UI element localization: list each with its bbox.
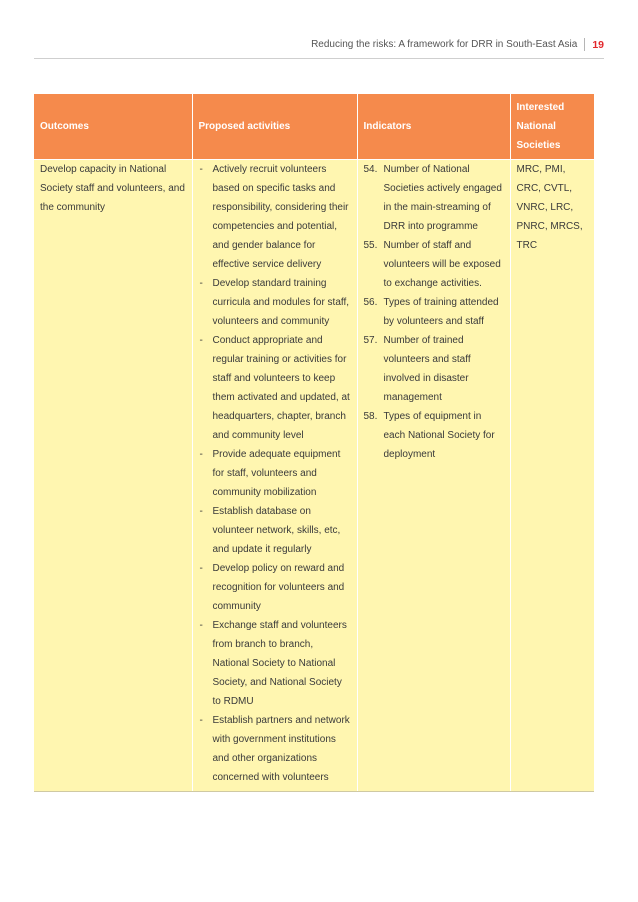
indicator-number: 56. xyxy=(363,297,378,308)
indicator-item xyxy=(364,331,504,407)
column-header-activities: Proposed activities xyxy=(192,94,357,160)
column-header-indicators: Indicators xyxy=(357,94,510,160)
activity-item: - Exchange staff and volunteers from branch to branch, National Society to National Society, and National Society to RDMU xyxy=(199,616,351,711)
activity-item: - Develop standard training curricula and modules for staff, volunteers and community xyxy=(199,274,351,331)
indicator-text: Number of National Societies actively engaged in the main-streaming of DRR into programme xyxy=(383,164,502,232)
indicator-item xyxy=(364,407,504,464)
activities-cell xyxy=(192,160,357,792)
indicator-item xyxy=(364,293,504,331)
header-rule xyxy=(34,58,604,59)
indicator-text: Types of equipment in each National Society for deployment xyxy=(383,411,495,460)
societies-text: MRC, PMI, CRC, CVTL, VNRC, LRC, PNRC, MRCS, TRC xyxy=(516,164,583,251)
indicator-text: Types of training attended by volunteers and staff xyxy=(383,297,499,327)
activity-item: - Conduct appropriate and regular training or activities for staff and volunteers to keep them activated and updated, at headquarters, chapter, branch and community level xyxy=(199,331,351,445)
framework-table xyxy=(34,94,594,792)
societies-cell xyxy=(510,160,594,792)
indicator-item xyxy=(364,236,504,293)
column-header-outcomes: Outcomes xyxy=(34,94,192,160)
indicator-number: 57. xyxy=(363,335,378,346)
activity-item: - Actively recruit volunteers based on specific tasks and responsibility, considering their competencies and potential, and gender balance for effective service delivery xyxy=(199,160,351,274)
outcome-text: Develop capacity in National Society staff and volunteers, and the community xyxy=(40,164,185,213)
page-number: 19 xyxy=(592,38,604,51)
running-header-title: Reducing the risks: A framework for DRR in South-East Asia xyxy=(311,39,578,50)
outcome-cell xyxy=(34,160,192,792)
framework-table-wrapper xyxy=(34,94,594,792)
indicators-cell xyxy=(357,160,510,792)
activity-item: - Provide adequate equipment for staff, volunteers and community mobilization xyxy=(199,445,351,502)
activity-item: - Develop policy on reward and recognition for volunteers and community xyxy=(199,559,351,616)
table-header-row xyxy=(34,94,594,160)
activity-item: - Establish partners and network with government institutions and other organizations concerned with volunteers xyxy=(199,711,351,787)
table-row xyxy=(34,160,594,792)
running-header xyxy=(311,38,604,51)
indicator-text: Number of trained volunteers and staff involved in disaster management xyxy=(383,335,471,403)
indicator-text: Number of staff and volunteers will be exposed to exchange activities. xyxy=(383,240,501,289)
indicators-list xyxy=(364,160,504,464)
indicator-number: 54. xyxy=(363,164,378,175)
activities-list xyxy=(199,160,351,787)
indicator-number: 58. xyxy=(363,411,378,422)
column-header-societies: Interested National Societies xyxy=(510,94,594,160)
activity-item: - Establish database on volunteer network, skills, etc, and update it regularly xyxy=(199,502,351,559)
indicator-item xyxy=(364,160,504,236)
indicator-number: 55. xyxy=(363,240,378,251)
